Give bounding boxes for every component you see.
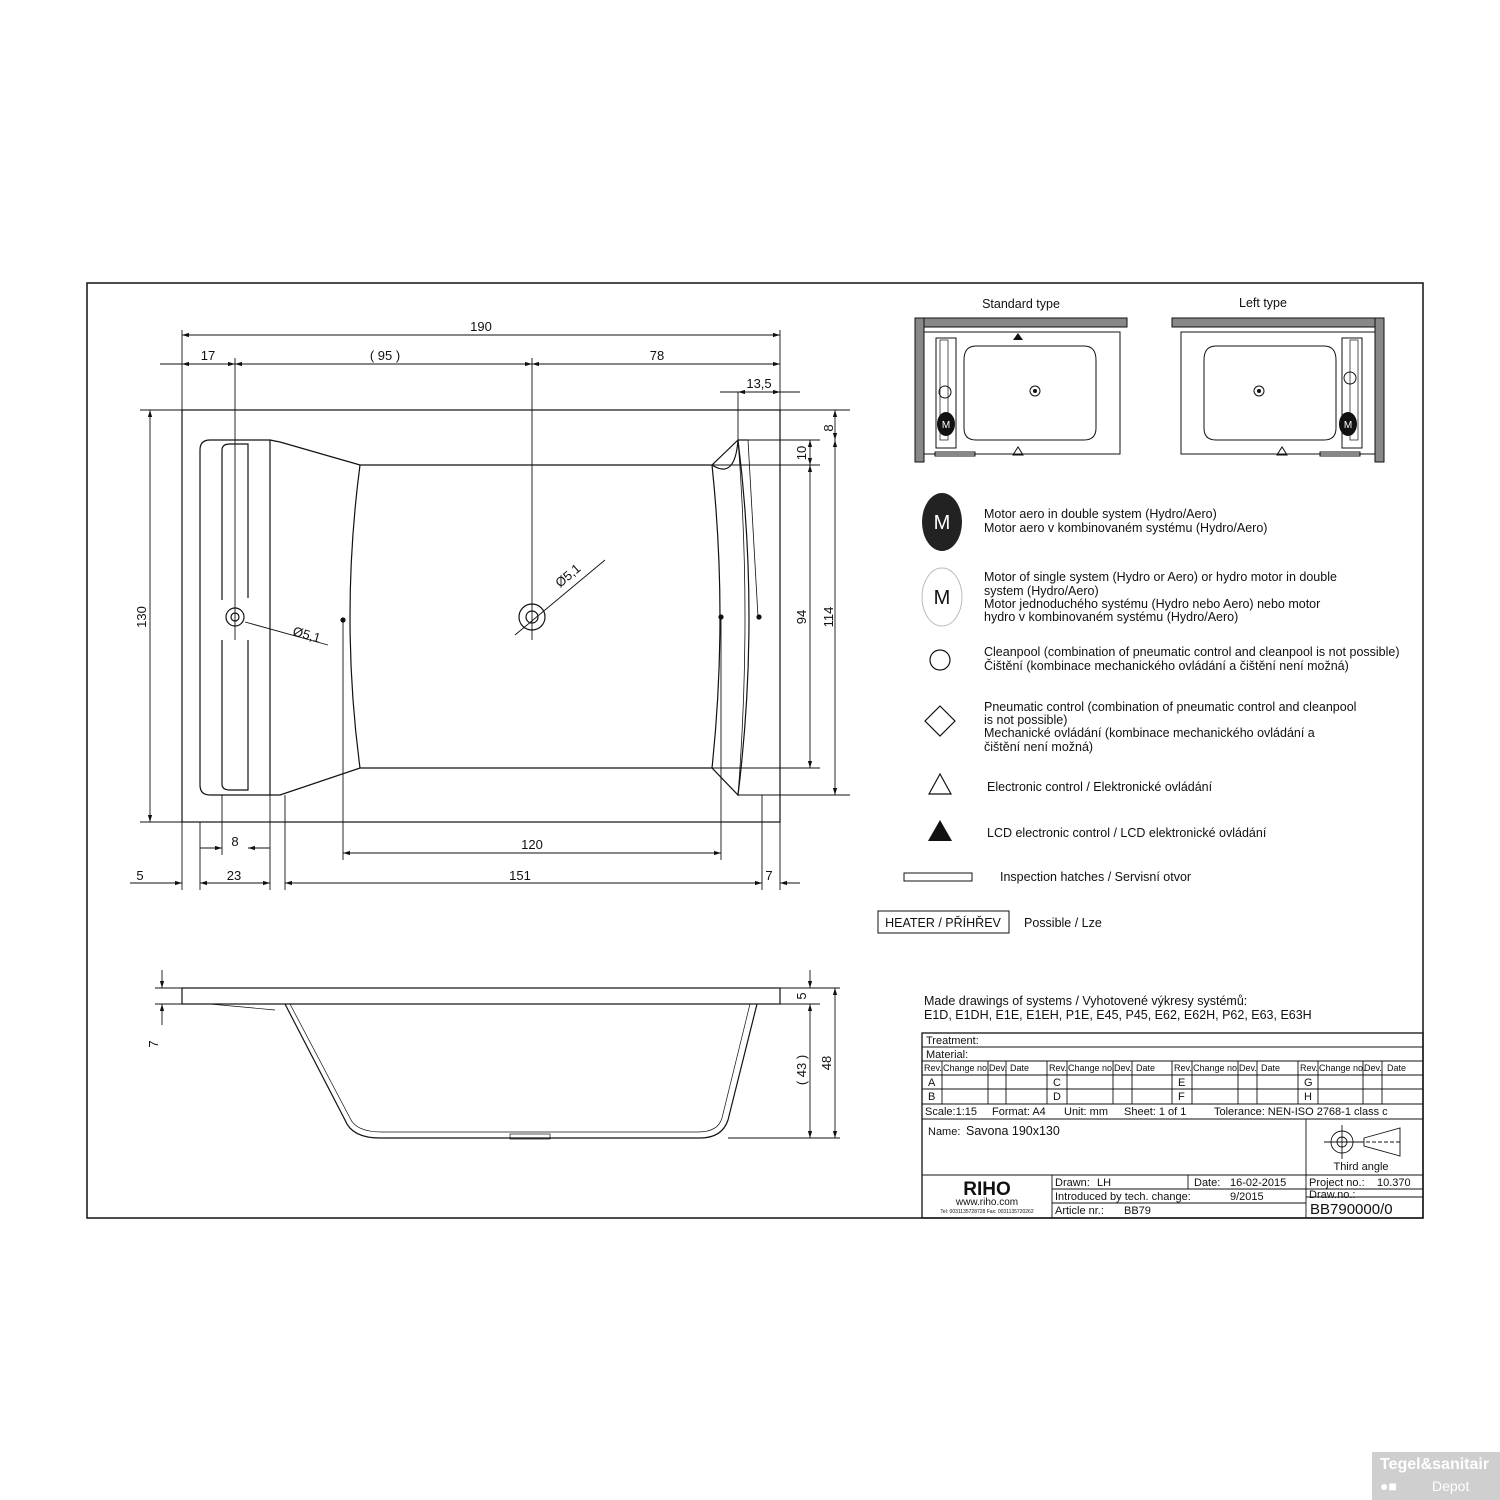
legend-motor-single-2: system (Hydro/Aero)	[984, 584, 1099, 598]
article-value: BB79	[1124, 1205, 1151, 1217]
dim-5: 5	[136, 868, 144, 883]
legend	[878, 493, 1400, 933]
side-rim	[182, 988, 780, 1004]
svg-text:Dev.: Dev.	[1364, 1063, 1382, 1073]
article-label: Article nr.:	[1055, 1205, 1104, 1217]
svg-text:Date: Date	[1010, 1063, 1030, 1073]
name-label: Name:	[928, 1126, 961, 1138]
plan-dimensions	[130, 330, 850, 890]
heater-label: HEATER / PŘÍHŘEV	[885, 916, 1001, 930]
svg-text:Dev.: Dev.	[989, 1063, 1007, 1073]
legend-inspection: Inspection hatches / Servisní otvor	[1000, 870, 1192, 884]
drawn-label: Drawn:	[1055, 1177, 1090, 1189]
legend-electronic: Electronic control / Elektronické ovládání	[987, 780, 1213, 794]
svg-text:Change no.: Change no.	[1193, 1063, 1240, 1073]
dim-side-43: ( 43 )	[794, 1054, 809, 1086]
drawing-frame	[87, 283, 1423, 1218]
rev-g: G	[1304, 1077, 1313, 1089]
svg-text:Rev.: Rev.	[1049, 1063, 1067, 1073]
plan-view	[182, 410, 780, 822]
dim-8-seat: 8	[231, 834, 239, 849]
format: Format: A4	[992, 1106, 1046, 1118]
drawno-label: Draw.no.:	[1309, 1189, 1356, 1201]
drawno-value: BB790000/0	[1310, 1201, 1393, 1218]
droplet-icon: ●■	[1380, 1478, 1397, 1494]
legend-motor-single-1: Motor of single system (Hydro or Aero) or hydro motor in double	[984, 570, 1337, 584]
rev-e: E	[1178, 1077, 1186, 1089]
dim-95: ( 95 )	[369, 348, 401, 363]
svg-text:Rev.: Rev.	[924, 1063, 942, 1073]
tub-outer-rim	[182, 410, 780, 822]
motor-single-letter: M	[933, 587, 951, 609]
standard-type-thumbnail	[915, 297, 1127, 462]
legend-motor-single-4: hydro v kombinovaném systému (Hydro/Aero)	[984, 610, 1239, 624]
basin-outline	[270, 440, 749, 795]
heater-possible: Possible / Lze	[1024, 916, 1102, 930]
title-block-text	[924, 1035, 1411, 1218]
name-value: Savona 190x130	[966, 1124, 1060, 1138]
motor-letter-standard: M	[941, 420, 951, 431]
dim-side-48: 48	[819, 1055, 834, 1071]
overflow-diameter-label: Ø5,1	[291, 623, 323, 646]
inspection-hatch-icon	[904, 873, 972, 881]
legend-motor-aero-en: Motor aero in double system (Hydro/Aero)	[984, 507, 1217, 521]
svg-text:Change no.: Change no.	[1319, 1063, 1366, 1073]
cleanpool-icon	[930, 650, 950, 670]
watermark-title: Tegel&sanitair	[1380, 1456, 1490, 1473]
side-dimension-labels	[146, 992, 834, 1085]
left-type-label: Left type	[1239, 296, 1287, 310]
legend-lcd: LCD electronic control / LCD elektronické ovládání	[987, 826, 1267, 840]
riho-logo: RIHO	[963, 1179, 1011, 1200]
svg-text:Rev.: Rev.	[1300, 1063, 1318, 1073]
rev-c: C	[1053, 1077, 1061, 1089]
legend-motor-aero-cz: Motor aero v kombinovaném systému (Hydro/Aero)	[984, 521, 1268, 535]
dim-17: 17	[200, 348, 216, 363]
legend-motor-single-3: Motor jednoduchého systému (Hydro nebo Aero) nebo motor	[984, 597, 1321, 611]
dim-8-top: 8	[821, 424, 836, 432]
rev-h: H	[1304, 1091, 1312, 1103]
drawn-value: LH	[1097, 1177, 1112, 1189]
project-label: Project no.:	[1309, 1177, 1365, 1189]
svg-text:Date: Date	[1136, 1063, 1156, 1073]
lcd-control-icon	[928, 820, 952, 841]
legend-pneumatic-4: čištění není možná)	[984, 740, 1094, 754]
standard-type-label: Standard type	[982, 297, 1060, 311]
dim-side-7: 7	[146, 1040, 161, 1048]
basin-floor	[350, 440, 738, 768]
rev-a: A	[928, 1077, 936, 1089]
systems-list: E1D, E1DH, E1E, E1EH, P1E, E45, P45, E62, E62H, P62, E63, E63H	[924, 1008, 1312, 1022]
riho-phone: Tel: 0031135728728 Fax: 0031135720262	[940, 1209, 1034, 1215]
rev-f: F	[1178, 1091, 1185, 1103]
electronic-control-icon	[929, 774, 951, 794]
dim-94: 94	[794, 609, 809, 625]
legend-pneumatic-3: Mechanické ovládání (kombinace mechanického ovládání a	[984, 726, 1315, 740]
dim-13-5: 13,5	[746, 376, 772, 391]
watermark	[1372, 1452, 1500, 1500]
pneumatic-icon	[925, 706, 955, 736]
side-dimensions	[155, 970, 840, 1138]
unit: Unit: mm	[1064, 1106, 1108, 1118]
svg-text:Date: Date	[1387, 1063, 1407, 1073]
motor-aero-letter: M	[933, 512, 951, 534]
tolerance: Tolerance: NEN-ISO 2768-1 class c	[1214, 1106, 1388, 1118]
plan-dimension-labels	[134, 319, 836, 883]
side-basin	[285, 1004, 757, 1138]
svg-text:Change no.: Change no.	[1068, 1063, 1115, 1073]
rev-b: B	[928, 1091, 936, 1103]
date-value: 16-02-2015	[1230, 1177, 1287, 1189]
dim-side-5: 5	[794, 992, 809, 1000]
dim-130: 130	[134, 606, 149, 628]
sheet: Sheet: 1 of 1	[1124, 1106, 1187, 1118]
svg-text:Change no.: Change no.	[943, 1063, 990, 1073]
material-label: Material:	[926, 1049, 969, 1061]
rev-d: D	[1053, 1091, 1061, 1103]
watermark-subtitle: Depot	[1432, 1478, 1470, 1494]
motor-letter-left: M	[1343, 420, 1353, 431]
introduced-label: Introduced by tech. change:	[1055, 1191, 1191, 1203]
svg-text:Dev.: Dev.	[1114, 1063, 1132, 1073]
date-label: Date:	[1194, 1177, 1221, 1189]
dim-7: 7	[765, 868, 773, 883]
projection-label: Third angle	[1333, 1161, 1389, 1173]
project-value: 10.370	[1377, 1177, 1411, 1189]
dim-114: 114	[821, 606, 836, 628]
scale: Scale:1:15	[925, 1106, 977, 1118]
svg-text:Date: Date	[1261, 1063, 1281, 1073]
dim-190: 190	[470, 319, 492, 334]
introduced-value: 9/2015	[1230, 1191, 1264, 1203]
dim-120: 120	[521, 837, 543, 852]
riho-website: www.riho.com	[955, 1197, 1019, 1208]
legend-pneumatic-2: is not possible)	[984, 713, 1068, 727]
legend-pneumatic-1: Pneumatic control (combination of pneumatic control and cleanpool	[984, 700, 1357, 714]
dim-10: 10	[794, 445, 809, 461]
systems-heading: Made drawings of systems / Vyhotovené výkresy systémů:	[924, 994, 1248, 1008]
dim-78: 78	[649, 348, 665, 363]
dim-23: 23	[226, 868, 242, 883]
legend-cleanpool-2: Čištění (kombinace mechanického ovládání a čištění není možná)	[984, 659, 1349, 673]
side-view	[182, 988, 780, 1139]
drain-diameter-label: Ø5,1	[552, 560, 584, 591]
svg-text:Dev.: Dev.	[1239, 1063, 1257, 1073]
dim-151: 151	[509, 868, 531, 883]
treatment-label: Treatment:	[926, 1035, 979, 1047]
left-type-thumbnail	[1172, 296, 1384, 462]
legend-cleanpool-1: Cleanpool (combination of pneumatic control and cleanpool is not possible)	[984, 645, 1400, 659]
svg-text:Rev.: Rev.	[1174, 1063, 1192, 1073]
